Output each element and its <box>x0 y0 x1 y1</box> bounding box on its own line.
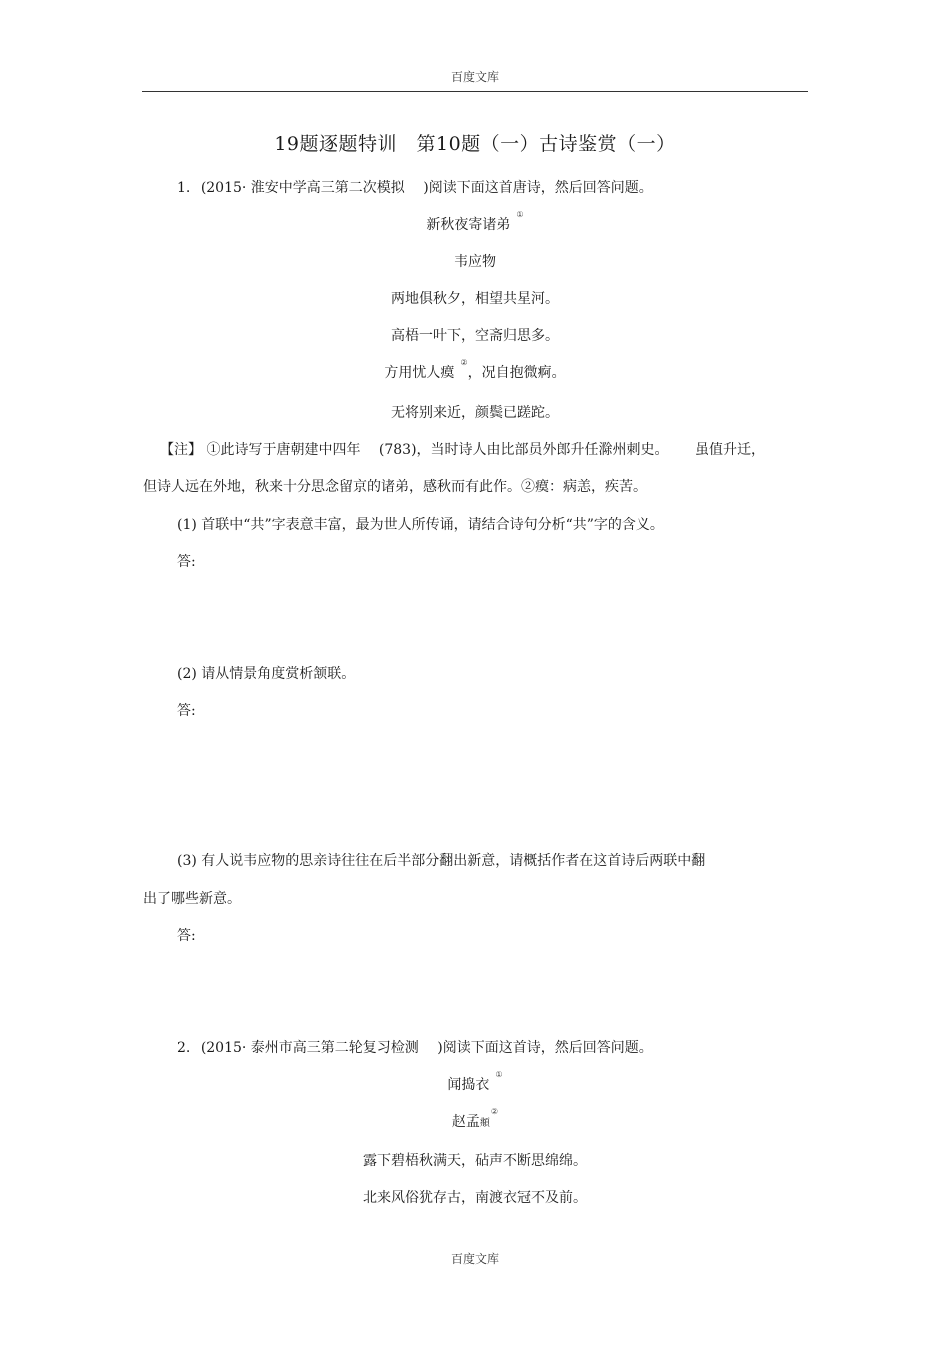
q1-poem-line-3 <box>0 358 950 382</box>
q1-sub2-answer-label: 答: <box>177 703 196 719</box>
q2-poem-author <box>0 1107 950 1131</box>
q2-intro <box>177 1037 653 1057</box>
q1-sub2-question: (2) 请从情景角度赏析颔联。 <box>177 666 356 682</box>
q1-poem-line-4: 无将别来近，颜鬓已蹉跎。 <box>391 405 559 421</box>
q2-poem-title-text: 闻捣衣 <box>447 1077 490 1093</box>
page-footer: 百度文库 <box>450 1252 499 1266</box>
q2-poem-line-2: 北来风俗犹存古，南渡衣冠不及前。 <box>363 1190 587 1206</box>
q1-number: 1. <box>177 180 191 196</box>
q1-note-b: (783)，当时诗人由比部员外郎升任滁州刺史。 <box>378 442 669 458</box>
q1-poem-line-3-note: ② <box>460 358 468 367</box>
q1-sub3-question-line-1: (3) 有人说韦应物的思亲诗往往在后半部分翻出新意，请概括作者在这首诗后两联中翻 <box>177 853 706 869</box>
q2-instruction: )阅读下面这首诗，然后回答问题。 <box>437 1040 653 1056</box>
q1-poem-line-3b: ，况自抱微痾。 <box>467 365 566 381</box>
q1-poem-line-1: 两地俱秋夕，相望共星河。 <box>391 291 559 307</box>
q2-author-note: ② <box>490 1107 499 1116</box>
q1-sub3-question-line-2: 出了哪些新意。 <box>143 891 241 907</box>
q1-sub3-answer-label: 答: <box>177 928 196 944</box>
q1-note-line-2: 但诗人远在外地，秋来十分思念留京的诸弟，感秋而有此作。②瘼：病恙，疾苦。 <box>143 479 647 495</box>
q1-instruction: )阅读下面这首唐诗，然后回答问题。 <box>423 180 653 196</box>
q1-poem-author: 韦应物 <box>454 254 496 270</box>
q1-note-a: 【注】 ①此诗写于唐朝建中四年 <box>160 442 361 458</box>
q2-number: 2. <box>177 1040 191 1056</box>
q1-poem-title <box>0 210 950 234</box>
q2-poem-line-1: 露下碧梧秋满天，砧声不断思绵绵。 <box>363 1153 587 1169</box>
q2-author-char: 頫 <box>479 1118 490 1129</box>
q2-author-name: 赵孟 <box>451 1114 480 1130</box>
q1-note-c: 虽值升迁， <box>695 442 766 458</box>
page-header: 百度文库 <box>450 70 499 84</box>
q1-sub1-answer-label: 答: <box>177 554 196 570</box>
q1-note-line-1 <box>160 439 765 459</box>
q2-poem-title-note: ① <box>495 1070 503 1079</box>
q1-poem-title-text: 新秋夜寄诸弟 <box>426 217 511 233</box>
header-rule <box>142 91 808 92</box>
q1-intro <box>177 177 653 197</box>
q1-poem-title-note: ① <box>516 210 524 219</box>
q1-sub1-question: (1) 首联中“共”字表意丰富，最为世人所传诵，请结合诗句分析“共”字的含义。 <box>177 517 664 533</box>
q1-poem-line-3a: 方用忧人瘼 <box>384 365 455 381</box>
q1-poem-line-2: 高梧一叶下，空斋归思多。 <box>391 328 559 344</box>
q1-source: (2015· 淮安中学高三第二次模拟 <box>200 180 405 196</box>
q2-poem-title <box>0 1070 950 1094</box>
q2-source: (2015· 泰州市高三第二轮复习检测 <box>200 1040 419 1056</box>
page-title: 19题逐题特训 第10题（一）古诗鉴赏（一） <box>274 133 676 155</box>
